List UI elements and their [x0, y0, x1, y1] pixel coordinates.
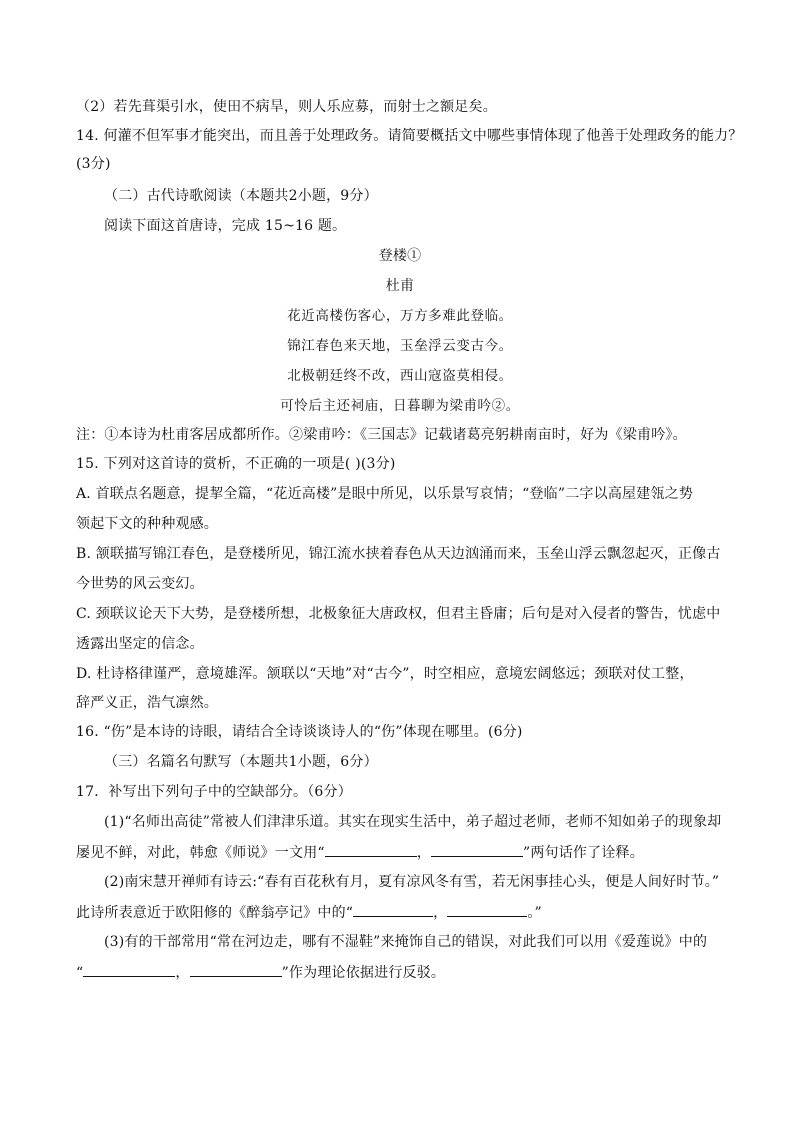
blank-1-1[interactable]	[325, 842, 417, 857]
q17-item-1-text-after: ”两句话作了诠释。	[522, 845, 644, 861]
blank-1-2[interactable]	[431, 842, 523, 857]
poem-line-4: 可怜后主还祠庙，日暮聊为梁甫吟②。	[280, 398, 520, 414]
poem-line-3: 北极朝廷终不改，西山寇盗莫相侵。	[287, 368, 513, 384]
q17-item-1: (1)“名师出高徒”常被人们津津乐道。其实在现实生活中，弟子超过老师，老师不知如弟子的现象却	[104, 814, 722, 830]
q15-option-a-cont: 领起下文的种种观感。	[76, 516, 218, 532]
q17-item-1-comma: ，	[416, 845, 431, 861]
q15-option-d-cont: 辞严义正，浩气凛然。	[76, 695, 218, 711]
blank-3-2[interactable]	[190, 962, 282, 977]
section-3-heading: （三）名篇名句默写（本题共1小题，6分）	[104, 754, 378, 770]
q15-question: 15. 下列对这首诗的赏析，不正确的一项是( )(3分)	[76, 456, 396, 472]
q17-item-2-text-before: 此诗所表意近于欧阳修的《醉翁亭记》中的“	[76, 905, 354, 921]
q15-option-d: D. 杜诗格律谨严，意境雄浑。颔联以“天地”对“古今”，时空相应，意境宏阔悠远；颈联对仗工整，	[76, 666, 694, 682]
q17-item-3-comma: ，	[175, 965, 190, 981]
poem-note: 注：①本诗为杜甫客居成都所作。②梁甫吟：《三国志》记载诸葛亮躬耕南亩时，好为《梁甫吟》。	[76, 427, 687, 443]
q17-item-3-cont	[76, 962, 445, 983]
q14-question: 14. 何灌不但军事才能突出，而且善于处理政务。请简要概括文中哪些事情体现了他善于处理政务的能力？	[76, 128, 743, 144]
q17-item-1-cont	[76, 842, 644, 863]
q17-item-2-cont	[76, 902, 542, 923]
q17-item-1-text-before: 屡见不鲜，对此，韩愈《师说》一文用“	[76, 845, 325, 861]
q15-option-c: C. 颈联议论天下大势，是登楼所想，北极象征大唐政权，但君主昏庸；后句是对入侵者的警告，忧虑中	[76, 606, 721, 622]
q15-option-c-cont: 透露出坚定的信念。	[76, 636, 204, 652]
blank-2-2[interactable]	[447, 902, 527, 917]
q15-option-a: A. 首联点名题意，提挈全篇，“花近高楼”是眼中所见，以乐景写哀情；“登临”二字以高屋建瓴之势	[76, 486, 694, 502]
poem-intro: 阅读下面这首唐诗，完成 15~16 题。	[104, 218, 347, 234]
q16-question: 16. “伤”是本诗的诗眼，请结合全诗谈谈诗人的“伤”体现在哪里。(6分)	[76, 724, 523, 740]
q17-item-3: (3)有的干部常用“常在河边走，哪有不湿鞋”来掩饰自己的错误，对此我们可以用《爱莲说》中的	[104, 934, 708, 950]
blank-3-1[interactable]	[83, 962, 175, 977]
q13-translation-2: （2）若先葺渠引水，使田不病旱，则人乐应募，而射士之额足矣。	[76, 99, 497, 115]
poem-line-1: 花近高楼伤客心，万方多难此登临。	[287, 308, 513, 324]
q14-score: (3分)	[76, 156, 111, 172]
q17-question: 17．补写出下列句子中的空缺部分。（6分）	[76, 784, 352, 800]
poem-title: 登楼①	[378, 248, 422, 264]
section-2-heading: （二）古代诗歌阅读（本题共2小题，9分）	[104, 188, 378, 204]
q17-item-3-text-before: “	[76, 965, 84, 981]
poem-line-2: 锦江春色来天地，玉垒浮云变古今。	[287, 338, 513, 354]
blank-2-1[interactable]	[353, 902, 433, 917]
poem-author: 杜甫	[385, 278, 415, 294]
q15-option-b-cont: 今世势的风云变幻。	[76, 576, 204, 592]
q17-item-2-text-after: 。”	[527, 905, 542, 921]
q15-option-b: B. 颔联描写锦江春色，是登楼所见，锦江流水挟着春色从天边汹涌而来，玉垒山浮云飘忽起灭，正像古	[76, 546, 721, 562]
q17-item-3-text-after: ”作为理论依据进行反驳。	[281, 965, 446, 981]
q17-item-2-comma: ，	[433, 905, 448, 921]
q17-item-2: (2)南宋慧开禅师有诗云:“春有百花秋有月，夏有凉风冬有雪，若无闲事挂心头，便是人间好时节。”	[104, 874, 720, 890]
